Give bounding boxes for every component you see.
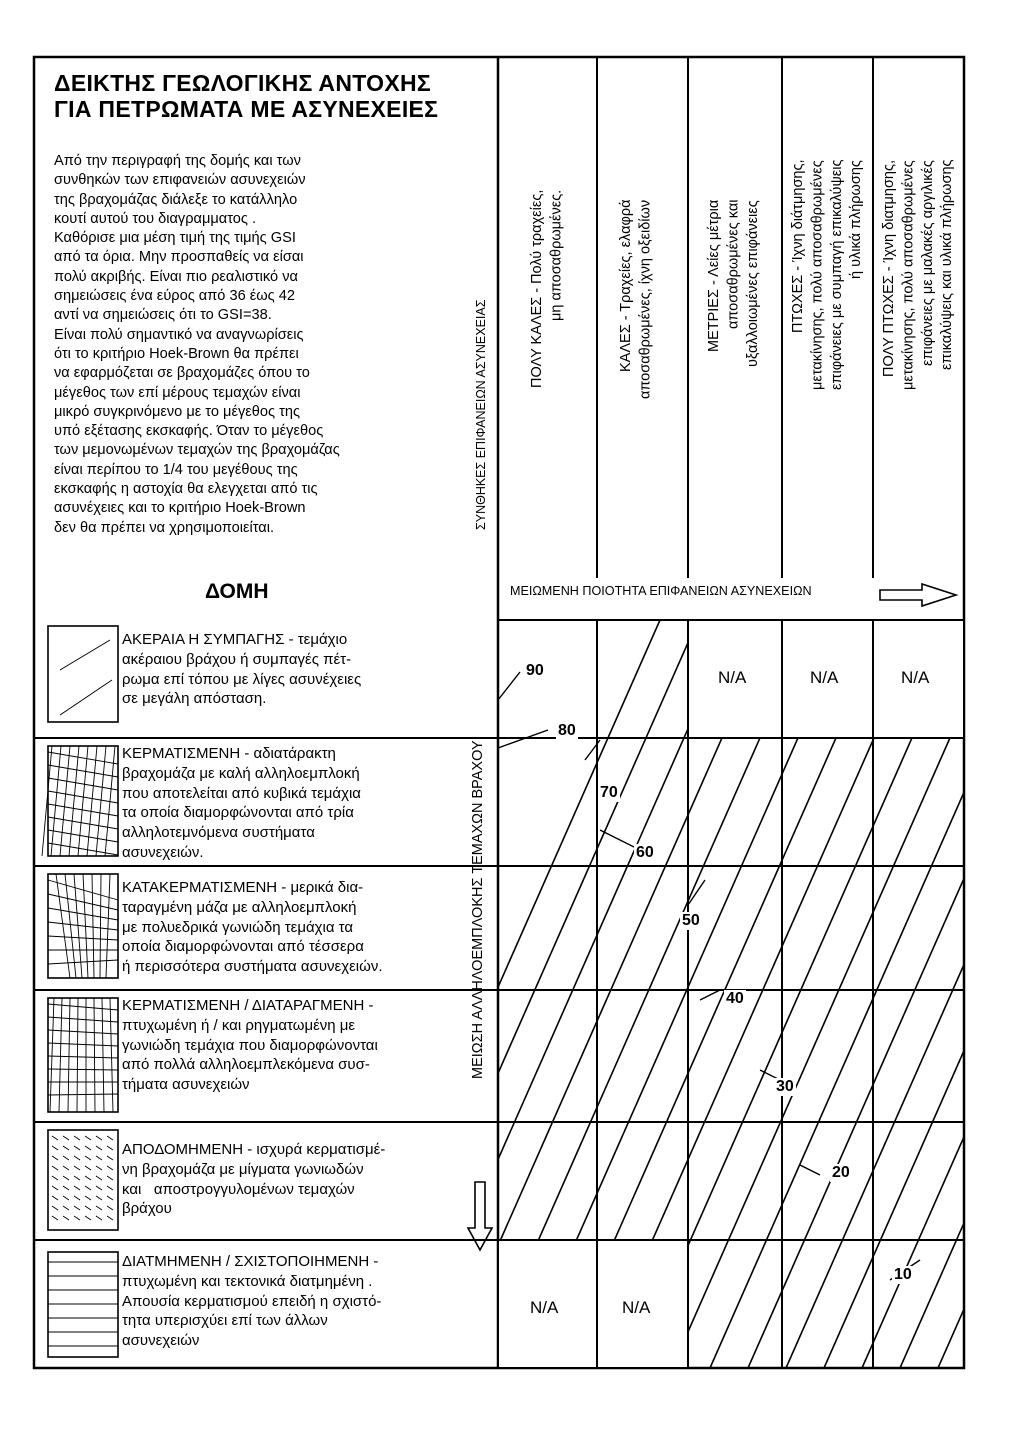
sketch-line bbox=[74, 1136, 80, 1140]
sketch-line bbox=[107, 1196, 113, 1200]
sketch-line bbox=[63, 1216, 69, 1220]
sketch-line bbox=[52, 1136, 58, 1140]
structure-disintegrated: ΑΠΟΔΟΜΗΜΕΝΗ - ισχυρά κερματισμέ- νη βραχομάζα με μίγματα γωνιωδών και αποστρογγυλομένων τεμαχών βράχου bbox=[122, 1141, 386, 1218]
chart-title-line2: ΓΙΑ ΠΕΤΡΩΜΑΤΑ ΜΕ ΑΣΥΝΕΧΕΙΕΣ bbox=[54, 96, 439, 122]
structure-sketches bbox=[48, 626, 118, 1357]
sketch-line bbox=[63, 1176, 69, 1180]
sketch-line bbox=[56, 874, 70, 978]
chart-title-line1: ΔΕΙΚΤΗΣ ΓΕΩΛΟΓΙΚΗΣ ΑΝΤΟΧΗΣ bbox=[54, 70, 432, 96]
sketch-line bbox=[42, 746, 52, 856]
gsi-label-70: 70 bbox=[600, 784, 618, 801]
sketch-line bbox=[48, 1004, 118, 1010]
surface-condition-very-poor: ΠΟΛΥ ΠΤΩΧΕΣ - Ίχνη διατμησης, μετακίνησης, πολύ αποσαθρωμένες επιφάνειες με μαλακές αργιλικές επικαλύψεις και υλικά πλήρωσης bbox=[881, 160, 956, 390]
sketch-line bbox=[74, 1166, 80, 1170]
sketch-line bbox=[85, 1176, 91, 1180]
sketch-line bbox=[52, 1176, 58, 1180]
hatch-line bbox=[1014, 620, 1024, 1368]
intact-sketch bbox=[48, 626, 118, 722]
sketch-line bbox=[48, 894, 118, 910]
sketch-line bbox=[85, 1186, 91, 1190]
sketch-line bbox=[48, 1030, 118, 1034]
sketch-line bbox=[85, 1136, 91, 1140]
hatch-line bbox=[976, 620, 1024, 1368]
sketch-line bbox=[69, 746, 79, 856]
sketch-line bbox=[48, 1094, 118, 1095]
sketch-line bbox=[107, 1206, 113, 1210]
sketch-line bbox=[107, 1156, 113, 1160]
sketch-line bbox=[48, 908, 118, 920]
gsi-label-60: 60 bbox=[636, 844, 654, 861]
sketch-line bbox=[85, 1156, 91, 1160]
foliated-sketch bbox=[48, 1252, 118, 1357]
sketch-line bbox=[74, 1216, 80, 1220]
surface-condition-very-good: ΠΟΛΥ ΚΑΛΕΣ - Πολύ τραχείες, μη αποσαθρωμένες. bbox=[529, 190, 565, 389]
structure-blocky: ΚΕΡΜΑΤΙΣΜΕΝΗ - αδιατάρακτη βραχομάζα με καλή αλληλοεμπλοκή που αποτελείται από κυβικά τεμάχια τα οποία διαμορφώνονται από τρία αλληλοτεμνόμενα συστήματα ασυνεχειών. bbox=[122, 745, 361, 861]
surface-condition-poor: ΠΤΩΧΕΣ - Ίχνη διάτμησης, μετακίνησης, πολύ αποσαθρωμένες επιφάνειες με συμπαγή επικαλύψεις ή υλικά πλήρωσης bbox=[790, 160, 865, 391]
sketch-line bbox=[63, 1156, 69, 1160]
gsi-label-80: 80 bbox=[558, 722, 576, 739]
sketch-line bbox=[107, 1136, 113, 1140]
sketch-line bbox=[96, 1156, 102, 1160]
sketch-line bbox=[85, 1146, 91, 1150]
sketch-line bbox=[52, 1166, 58, 1170]
intro-text: Από την περιγραφή της δομής και των συνθηκών των επιφανειών ασυνεχειών της βραχομάζας διάλεξε το κατάλληλο κουτί αυτού του διαγραμματος . Καθόρισε μια μέση τιμή της τιμής GSI από τα όρια. Μην προσπαθείς να είσαι πολύ ακριβής. Είναι πιο ρεαλιστικό να σημειώσεις ένα εύρος από 36 έως 42 αντί να σημειώσεις ότι το GSI=38. Είναι πολύ σημαντικό να αναγνωρίσεις ότι το κριτήριο Hoek-Brown θα πρέπει να εφαρμόζεται σε βραχομάζες όπου το μέγεθος των επί μέρους τεμαχών είναι μικρό συγκρινόμενο με το μέγεθος της υπό εξέτασης εκσκαφής. Όταν το μέγεθος των μεμονωμένων τεμαχών της βραχομάζας είναι περίπου το 1/4 του μεγέθους της εκσκαφής η αστοχία θα ελεγχεται από τις ασυνέχειες και το κριτήριο Hoek-Brown δεν θα πρέπει να χρησιμοποιείται. bbox=[54, 153, 340, 536]
sketch-line bbox=[100, 874, 101, 978]
sketch-line bbox=[74, 1196, 80, 1200]
sketch-line bbox=[78, 746, 88, 856]
sketch-line bbox=[51, 746, 61, 856]
sketch-patterns bbox=[42, 746, 118, 1346]
sketch-line bbox=[110, 998, 113, 1112]
sketch-line bbox=[96, 1166, 102, 1170]
sketch-line bbox=[52, 1216, 58, 1220]
sketch-line bbox=[107, 1186, 113, 1190]
sketch-line bbox=[63, 1136, 69, 1140]
sketch-line bbox=[96, 1176, 102, 1180]
sketch-line bbox=[92, 874, 94, 978]
surface-arrow-label: ΜΕΙΩΜΕΝΗ ΠΟΙΟΤΗΤΑ ΕΠΙΦΑΝΕΙΩΝ ΑΣΥΝΕΧΕΙΩΝ bbox=[510, 584, 812, 598]
sketch-line bbox=[63, 1146, 69, 1150]
sketch-line bbox=[63, 1166, 69, 1170]
sketch-line bbox=[96, 1136, 102, 1140]
sketch-line bbox=[74, 1146, 80, 1150]
sketch-line bbox=[48, 778, 118, 790]
sketch-line bbox=[96, 1216, 102, 1220]
na-cell-1: N/A bbox=[718, 668, 747, 687]
sketch-line bbox=[48, 752, 118, 764]
gsi-label-30: 30 bbox=[776, 1078, 794, 1095]
sketch-line bbox=[85, 1206, 91, 1210]
sketch-line bbox=[48, 1043, 118, 1046]
sketch-line bbox=[52, 1156, 58, 1160]
sketch-line bbox=[96, 1186, 102, 1190]
na-cell-2: N/A bbox=[810, 668, 839, 687]
structure-very-blocky: ΚΑΤΑΚΕΡΜΑΤΙΣΜΕΝΗ - μερικά δια- ταραγμένη μάζα με αλληλοεμπλοκή με πολυεδρικά γωνιώδη τεμάχια τα οποία διαμορφώνονται από τέσσερα ή περισσότερα συστήματα ασυνεχειών. bbox=[122, 879, 383, 976]
sketch-line bbox=[96, 1196, 102, 1200]
sketch-line bbox=[96, 1146, 102, 1150]
structure-blocky-disturbed: ΚΕΡΜΑΤΙΣΜΕΝΗ / ΔΙΑΤΑΡΑΓΜΕΝΗ - πτυχωμένη ή / και ρηγματωμένη με γωνιώδη τεμάχια που διαμορφώνονται από πολλά αλληλοεμπλεκόμενα συσ- τήματα ασυνεχειών bbox=[122, 997, 378, 1094]
sketch-line bbox=[107, 1146, 113, 1150]
sketch-line bbox=[85, 1216, 91, 1220]
sketch-line bbox=[63, 1206, 69, 1210]
gsi-label-50: 50 bbox=[682, 912, 700, 929]
sketch-line bbox=[107, 1216, 113, 1220]
sketch-line bbox=[107, 1166, 113, 1170]
sketch-line bbox=[96, 1206, 102, 1210]
sketch-line bbox=[48, 960, 118, 964]
structure-intact: ΑΚΕΡΑΙΑ Η ΣΥΜΠΑΓΗΣ - τεμάχιο ακέραιου βράχου ή συμπαγές πέτ- ρωμα επί τόπου με λίγες ασυνέχειες σε μεγάλη απόσταση. bbox=[122, 631, 362, 708]
sketch-line bbox=[106, 874, 110, 978]
gsi-label-90: 90 bbox=[526, 662, 544, 679]
sketch-line bbox=[102, 998, 104, 1112]
sketch-line bbox=[52, 1146, 58, 1150]
na-cell-5: N/A bbox=[622, 1298, 651, 1317]
gsi-label-40: 40 bbox=[726, 990, 744, 1007]
sketch-line bbox=[74, 1206, 80, 1210]
sketch-line bbox=[74, 1186, 80, 1190]
sketch-line bbox=[85, 1166, 91, 1170]
sketch-line bbox=[63, 1186, 69, 1190]
structure-axis-label: ΜΕΙΩΣΗ ΑΛΛΗΛΟΕΜΠΛΟΚΗΣ ΤΕΜΑΧΩΝ ΒΡΑΧΟΥ bbox=[470, 740, 486, 1079]
sketch-line bbox=[94, 998, 95, 1112]
na-cell-4: N/A bbox=[530, 1298, 559, 1317]
surface-condition-good: ΚΑΛΕΣ - Τραχείες, ελαφρά αποσαθρωμένες, ίχνη οξειδίων bbox=[618, 200, 654, 400]
gsi-label-10: 10 bbox=[894, 1266, 912, 1283]
surface-condition-fair: ΜΕΤΡΙΕΣ - Λείες μέτρια αποσαθρωμένες και υξαλλοιωμένες επιφάνειες bbox=[706, 200, 761, 367]
sketch-line bbox=[48, 843, 118, 855]
structure-foliated: ΔΙΑΤΜΗΜΕΝΗ / ΣΧΙΣΤΟΠΟΙΗΜΕΝΗ - πτυχωμένη και τεκτονικά διατμημένη . Απουσία κερματισμού επειδή η σχιστό- τητα υπερισχύει επί των άλλων ασυνεχειών bbox=[122, 1253, 382, 1350]
na-cell-3: N/A bbox=[901, 668, 930, 687]
sketch-line bbox=[52, 1186, 58, 1190]
sketch-line bbox=[107, 1176, 113, 1180]
gsi-label-20: 20 bbox=[832, 1164, 850, 1181]
sketch-line bbox=[48, 1056, 118, 1058]
sketch-line bbox=[85, 1196, 91, 1200]
surface-axis-arrow bbox=[880, 584, 956, 606]
surface-axis-label: ΣΥΝΘΗΚΕΣ ΕΠΙΦΑΝΕΙΩΝ ΑΣΥΝΕΧΕΙΑΣ bbox=[474, 300, 488, 531]
sketch-line bbox=[74, 1156, 80, 1160]
sketch-line bbox=[52, 1196, 58, 1200]
structure-heading: ΔΟΜΗ bbox=[205, 580, 269, 603]
sketch-line bbox=[60, 746, 70, 856]
sketch-line bbox=[74, 1176, 80, 1180]
sketch-line bbox=[63, 1196, 69, 1200]
sketch-line bbox=[48, 1017, 118, 1022]
sketch-line bbox=[48, 1069, 118, 1070]
chart-title bbox=[54, 70, 438, 122]
disintegrated-sketch bbox=[48, 1130, 118, 1230]
sketch-line bbox=[87, 746, 97, 856]
sketch-line bbox=[52, 1206, 58, 1210]
